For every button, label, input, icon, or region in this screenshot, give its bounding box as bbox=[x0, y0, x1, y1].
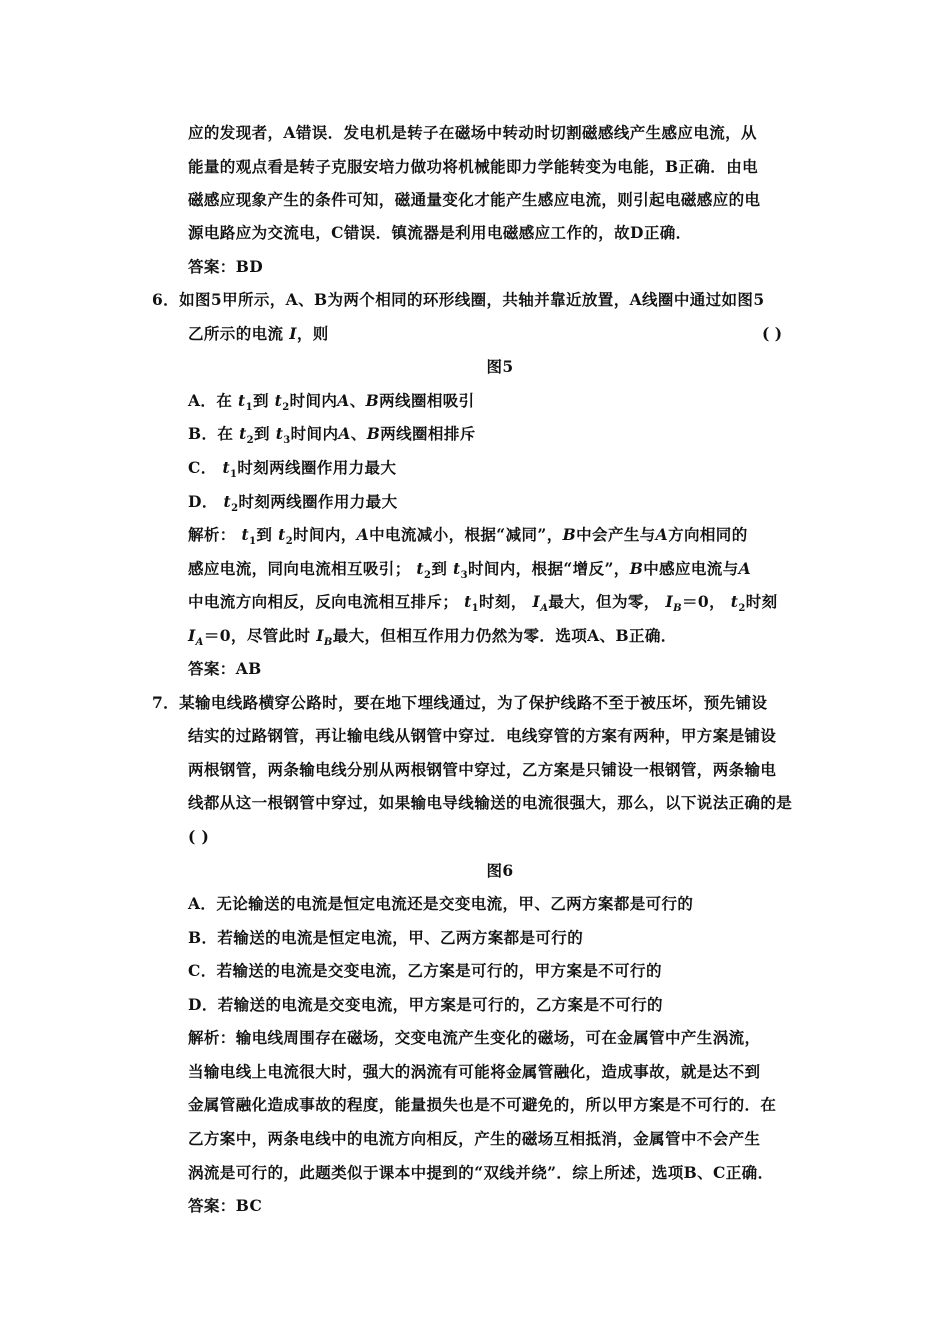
q7-option-c: C．若输送的电流是交变电流，乙方案是可行的，甲方案是不可行的 bbox=[188, 961, 662, 980]
q7-analysis-line-3: 金属管融化造成事故的程度，能量损失也是不可避免的，所以甲方案是不可行的．在 bbox=[188, 1095, 777, 1114]
q7-analysis-line-1: 解析：输电线周围存在磁场，交变电流产生变化的磁场，可在金属管中产生涡流， bbox=[188, 1028, 761, 1047]
q6-analysis-line-1: 解析： $t_1$到 $t_2$时间内，A中电流减小，根据“减同”，B中会产生与A方向相同的 bbox=[188, 525, 748, 548]
q7-analysis-line-2: 当输电线上电流很大时，强大的涡流有可能将金属管融化，造成事故，就是达不到 bbox=[188, 1062, 761, 1081]
q7-figure-caption: 图6 bbox=[486, 861, 514, 880]
q7-analysis-line-5: 涡流是可行的，此题类似于课本中提到的“双线并绕”．综上所述，选项B、C正确． bbox=[188, 1163, 774, 1182]
q7-option-a: A．无论输送的电流是恒定电流还是交变电流，甲、乙两方案都是可行的 bbox=[188, 894, 694, 913]
q5-answer: 答案：BD bbox=[188, 257, 264, 276]
q6-analysis-line-4: $I_A=0$，尽管此时 $I_B$最大，但相互作用力仍然为零．选项A、B正确． bbox=[188, 626, 677, 649]
q7-answer-blank: ( ) bbox=[188, 827, 210, 846]
q7-option-b: B．若输送的电流是恒定电流，甲、乙两方案都是可行的 bbox=[188, 928, 584, 947]
q7-answer: 答案：BC bbox=[188, 1196, 263, 1215]
q6-option-d: D． $t_2$时刻两线圈作用力最大 bbox=[188, 492, 398, 515]
q6-figure-caption: 图5 bbox=[486, 357, 514, 376]
q7-option-d: D．若输送的电流是交变电流，甲方案是可行的，乙方案是不可行的 bbox=[188, 995, 663, 1014]
q6-answer-blank: ( ) bbox=[762, 324, 783, 343]
q5-analysis-line-1: 应的发现者，A错误．发电机是转子在磁场中转动时切割磁感线产生感应电流，从 bbox=[188, 123, 757, 142]
q7-stem-line-3: 两根钢管，两条输电线分别从两根钢管中穿过，乙方案是只铺设一根钢管，两条输电 bbox=[188, 760, 777, 779]
q7-stem-line-4: 线都从这一根钢管中穿过，如果输电导线输送的电流很强大，那么，以下说法正确的是 bbox=[188, 793, 793, 812]
q6-answer: 答案：AB bbox=[188, 659, 262, 678]
q7-stem-line-1: 7．某输电线路横穿公路时，要在地下埋线通过，为了保护线路不至于被压坏，预先铺设 bbox=[152, 693, 768, 712]
q5-analysis-line-3: 磁感应现象产生的条件可知，磁通量变化才能产生感应电流，则引起电磁感应的电 bbox=[188, 190, 761, 209]
q7-analysis-line-4: 乙方案中，两条电线中的电流方向相反，产生的磁场互相抵消，金属管中不会产生 bbox=[188, 1129, 761, 1148]
q6-stem-line-1: 6．如图5甲所示，A、B为两个相同的环形线圈，共轴并靠近放置，A线圈中通过如图5 bbox=[152, 290, 765, 309]
q5-analysis-line-4: 源电路应为交流电，C错误．镇流器是利用电磁感应工作的，故D正确． bbox=[188, 223, 692, 242]
q6-option-a: A．在 $t_1$到 $t_2$时间内A、B两线圈相吸引 bbox=[188, 391, 475, 414]
q6-analysis-line-2: 感应电流，同向电流相互吸引； $t_2$到 $t_3$时间内，根据“增反”，B中感应电流与A bbox=[188, 559, 752, 582]
q6-stem-line-2: 乙所示的电流 I，则 bbox=[188, 324, 329, 343]
q7-stem-line-2: 结实的过路钢管，再让输电线从钢管中穿过．电线穿管的方案有两种，甲方案是铺设 bbox=[188, 726, 777, 745]
q6-option-c: C． $t_1$时刻两线圈作用力最大 bbox=[188, 458, 397, 481]
q6-option-b: B．在 $t_2$到 $t_3$时间内A、B两线圈相排斥 bbox=[188, 424, 476, 447]
q5-analysis-line-2: 能量的观点看是转子克服安培力做功将机械能即力学能转变为电能，B正确．由电 bbox=[188, 157, 759, 176]
q6-analysis-line-3: 中电流方向相反，反向电流相互排斥； $t_1$时刻， $I_A$最大，但为零， $I_B=0$， $t_2$时刻 bbox=[188, 592, 778, 615]
